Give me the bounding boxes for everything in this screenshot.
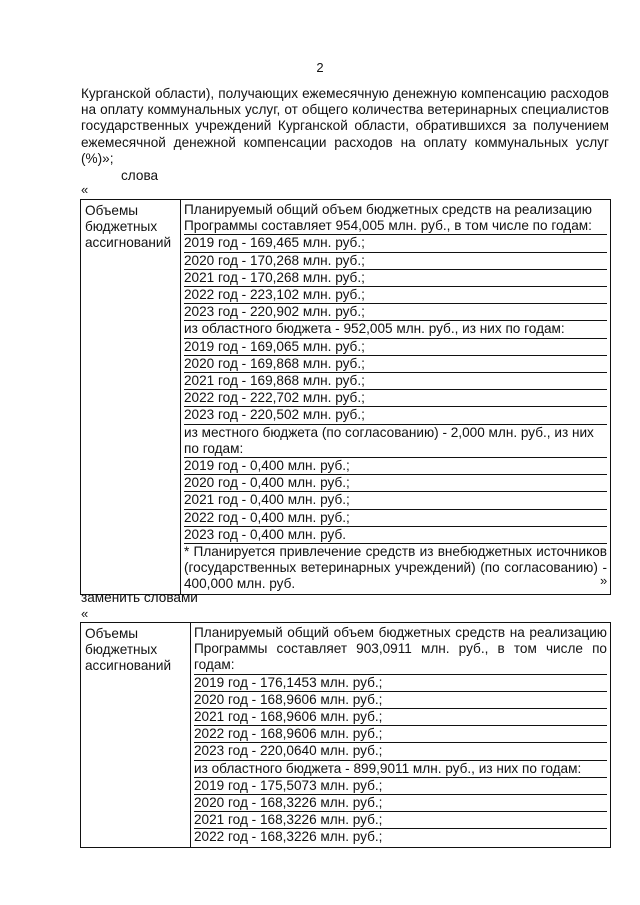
quote-close-1: » [600,573,608,588]
new-regional-text: из областного бюджета - 899,9011 млн. руб., из них по годам: [194,761,607,778]
old-local-year: 2019 год - 0,400 млн. руб.; [184,458,607,475]
words-label: слова [121,168,159,183]
new-total-year: 2019 год - 176,1453 млн. руб.; [194,675,607,692]
old-total-year: 2023 год - 220,902 млн. руб.; [184,304,607,321]
new-table-content-cell [191,623,611,848]
old-table-label: Объемы бюджетных ассигнований [85,203,172,251]
new-total-text: Планируемый общий объем бюджетных средств на реализацию Программы составляет 903,0911 млн. руб., в том числе по годам: [194,625,607,675]
new-total-year: 2020 год - 168,9606 млн. руб.; [194,692,607,709]
new-total-year: 2021 год - 168,9606 млн. руб.; [194,709,607,726]
new-regional-year: 2021 год - 168,3226 млн. руб.; [194,812,607,829]
intro-paragraph: Курганской области), получающих ежемесячную денежную компенсацию расходов на оплату коммунальных услуг, от общего количества ветеринарных специалистов государственных учреждений Курганской области, обратившихся за получением ежемесячной денежной компенсации расходов на оплату коммунальных услуг (%)»; [81,86,609,166]
old-local-text: из местного бюджета (по согласованию) - 2,000 млн. руб., из них по годам: [184,425,607,458]
quote-open-2: « [81,606,89,621]
old-note-text: * Планируется привлечение средств из внебюджетных источников (государственных ветеринарных учреждений) (по согласованию) - 400,000 млн. руб. [184,544,607,592]
new-total-year: 2023 год - 220,0640 млн. руб.; [194,743,607,760]
old-regional-text: из областного бюджета - 952,005 млн. руб., из них по годам: [184,321,607,338]
old-regional-year: 2019 год - 169,065 млн. руб.; [184,339,607,356]
quote-open-1: « [81,182,89,197]
old-local-year: 2021 год - 0,400 млн. руб.; [184,492,607,509]
old-local-year: 2022 год - 0,400 млн. руб.; [184,510,607,527]
old-regional-year: 2020 год - 169,868 млн. руб.; [184,356,607,373]
old-table-label-cell [81,200,181,595]
new-regional-year: 2019 год - 175,5073 млн. руб.; [194,778,607,795]
old-total-year: 2020 год - 170,268 млн. руб.; [184,253,607,270]
old-budget-table [80,199,611,595]
new-table-label-cell [81,623,191,848]
old-regional-year: 2021 год - 169,868 млн. руб.; [184,373,607,390]
replace-label: заменить словами [81,590,198,605]
new-total-year: 2022 год - 168,9606 млн. руб.; [194,726,607,743]
new-regional-year: 2020 год - 168,3226 млн. руб.; [194,795,607,812]
old-regional-year: 2023 год - 220,502 млн. руб.; [184,407,607,424]
new-budget-table [80,622,611,848]
old-total-year: 2021 год - 170,268 млн. руб.; [184,270,607,287]
old-table-content-cell [181,200,611,595]
new-regional-year: 2022 год - 168,3226 млн. руб.; [194,829,383,845]
old-total-year: 2019 год - 169,465 млн. руб.; [184,235,607,252]
old-total-text: Планируемый общий объем бюджетных средств на реализацию Программы составляет 954,005 млн. руб., в том числе по годам: [184,202,607,235]
old-total-year: 2022 год - 223,102 млн. руб.; [184,287,607,304]
new-table-label: Объемы бюджетных ассигнований [85,626,172,674]
old-local-year: 2020 год - 0,400 млн. руб.; [184,475,607,492]
old-local-year: 2023 год - 0,400 млн. руб. [184,527,607,544]
old-regional-year: 2022 год - 222,702 млн. руб.; [184,390,607,407]
page-number: 2 [316,60,324,75]
